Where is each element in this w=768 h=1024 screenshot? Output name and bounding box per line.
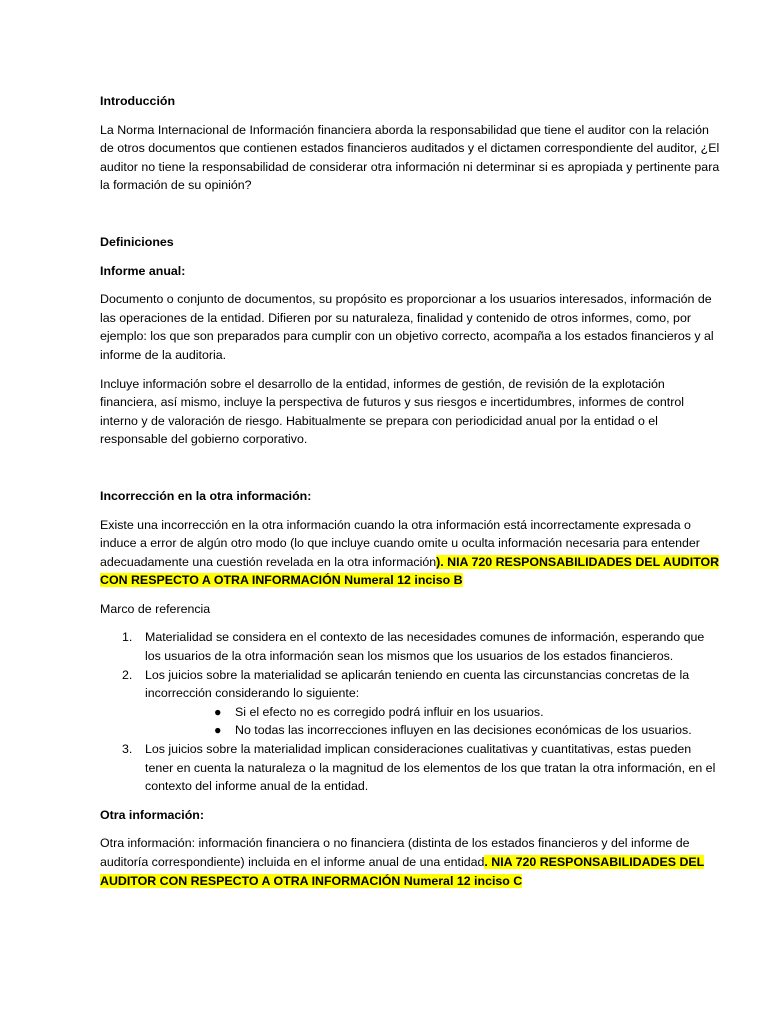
annual-report-heading: Informe anual: (100, 263, 186, 278)
list-item-text: Los juicios sobre la materialidad se aplicarán teniendo en cuenta las circunstancias concretas de la incorrección considerando lo siguiente: (145, 667, 690, 701)
misstatement-heading: Incorrección en la otra información: (100, 488, 312, 503)
bullet-icon: ● (214, 723, 222, 738)
framework-sublist (145, 703, 722, 740)
sublist-item-text: Si el efecto no es corregido podrá influir en los usuarios. (235, 704, 544, 719)
list-item-text: Los juicios sobre la materialidad implican consideraciones cualitativas y cuantitativas, estas pueden tener en cuenta la naturaleza o la magnitud de los elementos de los que tratan la otra información, en el contexto del informe anual de la entidad. (145, 742, 716, 794)
list-number: 3. (122, 742, 133, 757)
framework-item-1 (100, 628, 722, 665)
framework-heading: Marco de referencia (100, 601, 211, 616)
annual-report-paragraph-2: Incluye información sobre el desarrollo de la entidad, informes de gestión, de revisión de la explotación financiera, así mismo, incluye la perspectiva de futuros y sus riesgos e incertidumbres, informes de control interno y de valoración de riesgo. Habitualmente se prepara con periodicidad anual por la entidad o el responsable del gobierno corporativo. (100, 376, 684, 447)
list-number: 1. (122, 630, 133, 645)
framework-item-3 (100, 740, 722, 796)
intro-heading: Introducción (100, 94, 176, 108)
sublist-item (145, 721, 722, 740)
sublist-item-text: No todas las incorrecciones influyen en las decisiones económicas de los usuarios. (235, 723, 692, 738)
framework-item-2 (100, 666, 722, 740)
bullet-icon: ● (214, 704, 222, 719)
list-number: 2. (122, 667, 133, 682)
misstatement-text: Existe una incorrección en la otra información cuando la otra información está incorrectamente expresada o induce a error de algún otro modo (lo que incluye cuando omite u oculta información necesaria para entender adecuadamente una cuestión revelada en la otra información (100, 517, 700, 569)
other-information-heading: Otra información: (100, 807, 204, 822)
framework-list (100, 628, 722, 795)
annual-report-paragraph-1: Documento o conjunto de documentos, su propósito es proporcionar a los usuarios interesados, información de las operaciones de la entidad. Difieren por su naturaleza, finalidad y contenido de otros informes, como, por ejemplo: los que son preparados para cumplir con un objetivo correcto, acompaña a los estados financieros y al informe de la auditoria. (100, 292, 714, 362)
misstatement-paragraph (100, 516, 722, 590)
other-information-reference-highlight: . NIA 720 RESPONSABILIDADES DEL AUDITOR CON RESPECTO A OTRA INFORMACIÓN Numeral 12 inciso C (100, 855, 705, 888)
misstatement-reference-highlight: ). NIA 720 RESPONSABILIDADES DEL AUDITOR CON RESPECTO A OTRA INFORMACIÓN Numeral 12 inciso B (100, 554, 720, 588)
other-information-text: Otra información: información financiera o no financiera (distinta de los estados financieros y del informe de auditoría correspondiente) incluida en el informe anual de una entidad (100, 836, 690, 869)
document-body (100, 92, 722, 890)
definitions-heading: Definiciones (100, 234, 174, 249)
intro-paragraph: La Norma Internacional de Información financiera aborda la responsabilidad que tiene el auditor con la relación de otros documentos que contienen estados financieros auditados y el dictamen correspondiente del auditor, ¿El auditor no tiene la responsabilidad de considerar otra información ni determinar si es apropiada y pertinente para la formación de su opinión? (100, 122, 720, 193)
list-item-text: Materialidad se considera en el contexto de las necesidades comunes de información, esperando que los usuarios de la otra información sean los mismos que los usuarios de los estados financieros. (145, 630, 705, 664)
sublist-item (145, 703, 722, 722)
other-information-paragraph (100, 834, 722, 890)
